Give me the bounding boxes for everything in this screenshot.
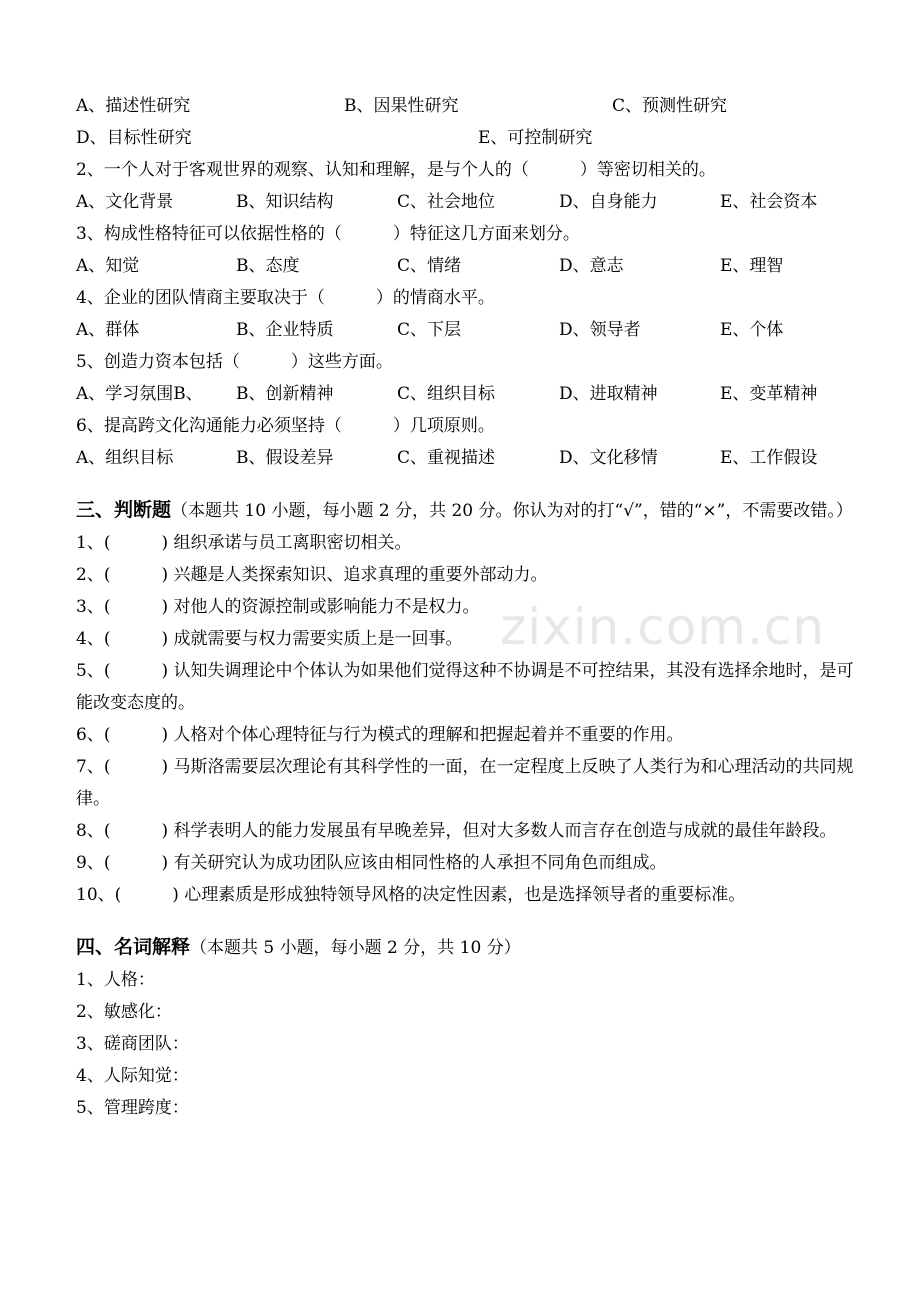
tf-item: 9、( ) 有关研究认为成功团队应该由相同性格的人承担不同角色而组成。 (76, 853, 667, 873)
option: E、可控制研究 (478, 128, 593, 148)
option: D、领导者 (559, 320, 641, 340)
option: A、组织目标 (76, 448, 174, 468)
question-stem: 2、一个人对于客观世界的观察、认知和理解，是与个人的（ ）等密切相关的。 (76, 160, 716, 180)
q1-options-row1 (76, 90, 856, 122)
watermark: zixin.com.cn (500, 598, 826, 656)
term-item: 2、敏感化： (76, 1002, 172, 1022)
option: A、知觉 (76, 256, 140, 276)
option: C、预测性研究 (612, 96, 728, 116)
option: C、情绪 (397, 256, 462, 276)
option: C、组织目标 (397, 384, 496, 404)
option: E、变革精神 (720, 384, 818, 404)
tf-item: 4、( ) 成就需要与权力需要实质上是一回事。 (76, 629, 463, 649)
option: A、学习氛围B、 (76, 384, 203, 404)
option: C、下层 (397, 320, 462, 340)
question-options (76, 442, 856, 474)
option: C、重视描述 (397, 448, 496, 468)
option: E、个体 (720, 320, 784, 340)
option: E、社会资本 (720, 192, 818, 212)
section-note: （本题共 10 小题，每小题 2 分，共 20 分。你认为对的打“√”，错的“×”，不需要改错。） (171, 501, 853, 521)
question-stem: 3、构成性格特征可以依据性格的（ ）特征这几方面来划分。 (76, 224, 580, 244)
option: B、态度 (236, 256, 300, 276)
question-options (76, 314, 856, 346)
term-item: 3、磋商团队： (76, 1034, 189, 1054)
term-item: 4、人际知觉： (76, 1066, 189, 1086)
section-heading (76, 931, 856, 964)
option: D、进取精神 (559, 384, 658, 404)
tf-item: 2、( ) 兴趣是人类探索知识、追求真理的重要外部动力。 (76, 565, 548, 585)
spacer (76, 474, 856, 494)
tf-item: 1、( ) 组织承诺与员工离职密切相关。 (76, 533, 412, 553)
option: B、企业特质 (236, 320, 334, 340)
option: D、意志 (559, 256, 624, 276)
question-options (76, 378, 856, 410)
option: D、目标性研究 (76, 128, 192, 148)
option: B、因果性研究 (344, 96, 459, 116)
exam-page (76, 90, 856, 1124)
option: E、理智 (720, 256, 784, 276)
tf-item: 5、( ) 认知失调理论中个体认为如果他们觉得这种不协调是不可控结果，其没有选择余地时，是可能改变态度的。 (76, 661, 854, 713)
option: B、知识结构 (236, 192, 334, 212)
question-options (76, 250, 856, 282)
question-options (76, 186, 856, 218)
tf-item: 7、( ) 马斯洛需要层次理论有其科学性的一面，在一定程度上反映了人类行为和心理活动的共同规律。 (76, 757, 854, 809)
question-stem: 5、创造力资本包括（ ）这些方面。 (76, 352, 393, 372)
section-note: （本题共 5 小题，每小题 2 分，共 10 分） (190, 938, 521, 958)
option: A、文化背景 (76, 192, 174, 212)
option: B、假设差异 (236, 448, 334, 468)
tf-item: 8、( ) 科学表明人的能力发展虽有早晚差异，但对大多数人而言存在创造与成就的最佳年龄段。 (76, 821, 837, 841)
term-item: 5、管理跨度： (76, 1098, 189, 1118)
section-heading (76, 494, 856, 527)
option: A、描述性研究 (76, 96, 191, 116)
tf-item: 10、( ) 心理素质是形成独特领导风格的决定性因素，也是选择领导者的重要标准。 (76, 885, 746, 905)
option: E、工作假设 (720, 448, 818, 468)
question-stem: 6、提高跨文化沟通能力必须坚持（ ）几项原则。 (76, 416, 495, 436)
section-title: 四、名词解释 (76, 936, 191, 958)
section-title: 三、判断题 (76, 499, 172, 521)
option: D、文化移情 (559, 448, 658, 468)
term-item: 1、人格： (76, 970, 155, 990)
option: A、群体 (76, 320, 140, 340)
tf-item: 3、( ) 对他人的资源控制或影响能力不是权力。 (76, 597, 480, 617)
q1-options-row2 (76, 122, 856, 154)
option: D、自身能力 (559, 192, 658, 212)
option: B、创新精神 (236, 384, 334, 404)
spacer (76, 911, 856, 931)
question-stem: 4、企业的团队情商主要取决于（ ）的情商水平。 (76, 288, 495, 308)
option: C、社会地位 (397, 192, 496, 212)
tf-item: 6、( ) 人格对个体心理特征与行为模式的理解和把握起着并不重要的作用。 (76, 725, 684, 745)
